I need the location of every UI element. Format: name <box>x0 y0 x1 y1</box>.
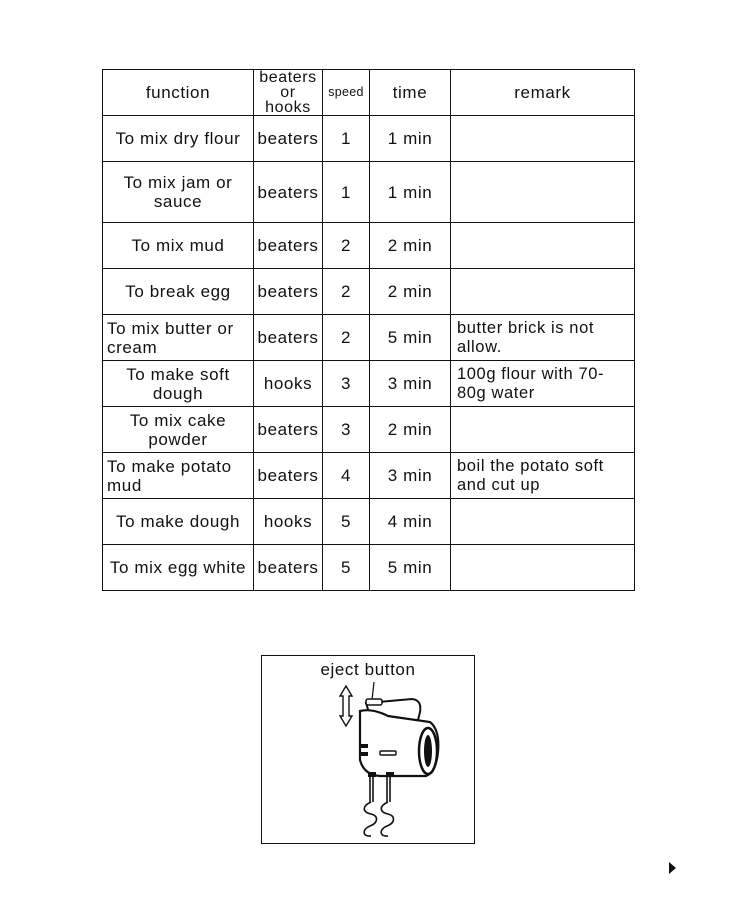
cell-remark <box>451 269 635 315</box>
cell-speed: 2 <box>323 315 370 361</box>
table-row <box>103 116 635 162</box>
cell-attachment: hooks <box>254 361 323 407</box>
header-speed: speed <box>323 70 370 116</box>
eject-button-label: eject button <box>320 660 416 679</box>
header-function: function <box>103 70 254 116</box>
cell-speed: 2 <box>323 269 370 315</box>
cell-remark <box>451 116 635 162</box>
cell-function: To mix egg white <box>103 545 254 591</box>
cell-time: 3 min <box>370 453 451 499</box>
cell-attachment: beaters <box>254 315 323 361</box>
cell-speed: 3 <box>323 407 370 453</box>
cell-function: To mix jam or sauce <box>103 162 254 223</box>
table-row <box>103 223 635 269</box>
table-body <box>103 116 635 591</box>
cell-function: To break egg <box>103 269 254 315</box>
next-page-arrow-icon[interactable] <box>668 862 678 874</box>
table-header-row <box>103 70 635 116</box>
cell-speed: 2 <box>323 223 370 269</box>
table-row <box>103 545 635 591</box>
cell-time: 2 min <box>370 269 451 315</box>
cell-attachment: hooks <box>254 499 323 545</box>
table-row <box>103 407 635 453</box>
cell-speed: 5 <box>323 545 370 591</box>
cell-remark <box>451 499 635 545</box>
cell-attachment: beaters <box>254 545 323 591</box>
table-row <box>103 499 635 545</box>
cell-function: To mix cake powder <box>103 407 254 453</box>
cell-attachment: beaters <box>254 269 323 315</box>
cell-time: 3 min <box>370 361 451 407</box>
cell-remark: butter brick is not allow. <box>451 315 635 361</box>
header-time: time <box>370 70 451 116</box>
cell-remark <box>451 407 635 453</box>
header-attachment: beaters or hooks <box>254 70 323 116</box>
usage-table <box>102 69 635 591</box>
cell-attachment: beaters <box>254 453 323 499</box>
mixer-figure <box>261 655 475 844</box>
cell-attachment: beaters <box>254 116 323 162</box>
table-row <box>103 453 635 499</box>
cell-remark <box>451 162 635 223</box>
cell-function: To make dough <box>103 499 254 545</box>
cell-function: To make soft dough <box>103 361 254 407</box>
table-row <box>103 162 635 223</box>
cell-function: To make potato mud <box>103 453 254 499</box>
cell-remark: 100g flour with 70-80g water <box>451 361 635 407</box>
table-row <box>103 361 635 407</box>
cell-time: 1 min <box>370 162 451 223</box>
cell-time: 4 min <box>370 499 451 545</box>
cell-speed: 1 <box>323 116 370 162</box>
cell-time: 2 min <box>370 407 451 453</box>
cell-function: To mix mud <box>103 223 254 269</box>
table-row <box>103 269 635 315</box>
cell-function: To mix dry flour <box>103 116 254 162</box>
cell-time: 2 min <box>370 223 451 269</box>
header-remark: remark <box>451 70 635 116</box>
cell-speed: 5 <box>323 499 370 545</box>
cell-remark <box>451 223 635 269</box>
cell-speed: 4 <box>323 453 370 499</box>
eject-direction-arrow-icon <box>340 686 352 726</box>
cell-attachment: beaters <box>254 223 323 269</box>
cell-attachment: beaters <box>254 407 323 453</box>
cell-speed: 3 <box>323 361 370 407</box>
dough-hooks-icon <box>364 777 393 836</box>
cell-remark <box>451 545 635 591</box>
cell-speed: 1 <box>323 162 370 223</box>
table-row <box>103 315 635 361</box>
hand-mixer-icon <box>262 656 476 845</box>
cell-attachment: beaters <box>254 162 323 223</box>
cell-time: 5 min <box>370 315 451 361</box>
cell-time: 1 min <box>370 116 451 162</box>
cell-time: 5 min <box>370 545 451 591</box>
cell-remark: boil the potato soft and cut up <box>451 453 635 499</box>
cell-function: To mix butter or cream <box>103 315 254 361</box>
